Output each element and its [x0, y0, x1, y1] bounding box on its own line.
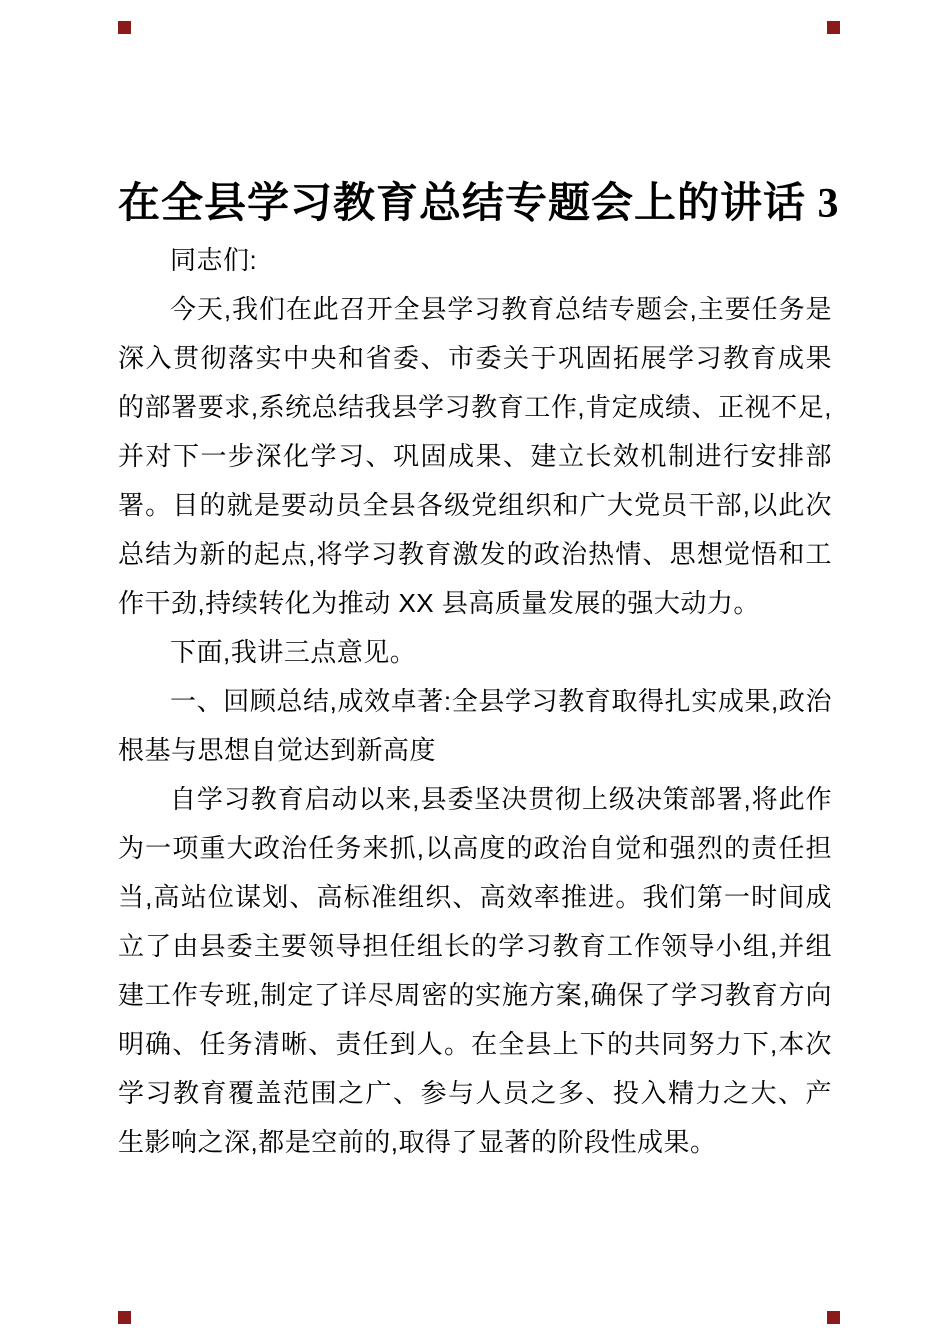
paragraph-section-body: 自学习教育启动以来,县委坚决贯彻上级决策部署,将此作为一项重大政治任务来抓,以高度的政治自觉和强烈的责任担当,高站位谋划、高标准组织、高效率推进。我们第一时间成立了由县委主要领导担任组长的学习教育工作领导小组,并组建工作专班,制定了详尽周密的实施方案,确保了学习教育方向明确、任务清晰、责任到人。在全县上下的共同努力下,本次学习教育覆盖范围之广、参与人员之多、投入精力之大、产生影响之深,都是空前的,取得了显著的阶段性成果。	[118, 784, 832, 1157]
document-content	[118, 176, 840, 1167]
corner-mark-top-right	[827, 21, 840, 34]
corner-mark-bottom-right	[827, 1311, 840, 1324]
paragraph-section-heading: 一、回顾总结,成效卓著:全县学习教育取得扎实成果,政治根基与思想自觉达到新高度	[118, 686, 832, 765]
paragraph-transition: 下面,我讲三点意见。	[170, 637, 417, 667]
corner-mark-bottom-left	[118, 1311, 131, 1324]
document-title: 在全县学习教育总结专题会上的讲话 3	[118, 181, 840, 227]
paragraph-intro: 今天,我们在此召开全县学习教育总结专题会,主要任务是深入贯彻落实中央和省委、市委关于巩固拓展学习教育成果的部署要求,系统总结我县学习教育工作,肯定成绩、正视不足,并对下一步深化学习、巩固成果、建立长效机制进行安排部署。目的就是要动员全县各级党组织和广大党员干部,以此次总结为新的起点,将学习教育激发的政治热情、思想觉悟和工作干劲,持续转化为推动 XX 县高质量发展的强大动力。	[118, 294, 832, 618]
paragraph-salutation: 同志们:	[170, 245, 258, 275]
corner-mark-top-left	[118, 21, 131, 34]
document-body	[118, 236, 832, 1167]
